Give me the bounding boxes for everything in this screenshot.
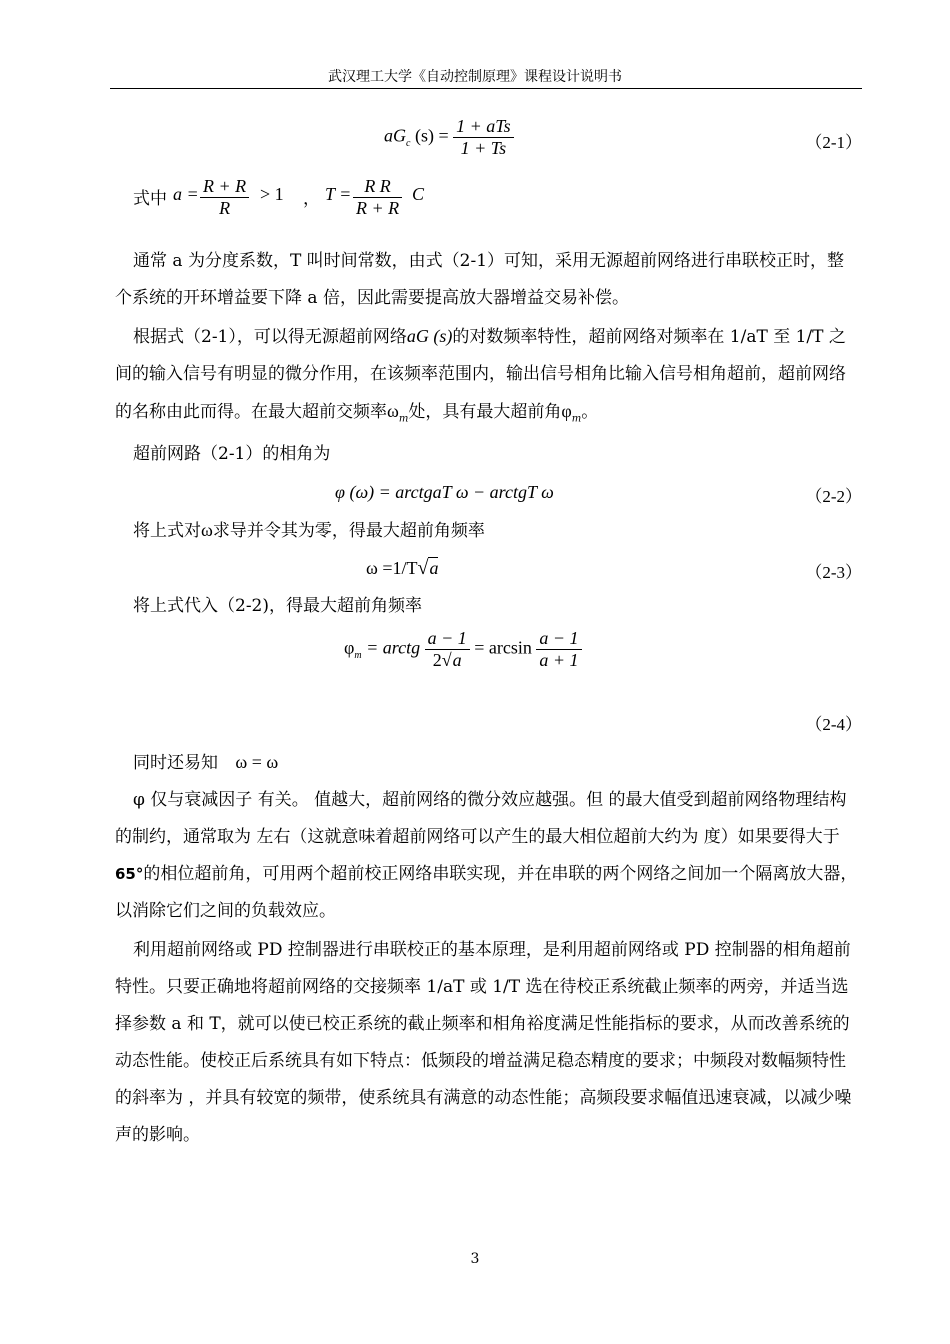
p4-text-a: 将上式对 xyxy=(133,521,201,541)
p2-text-c: 处，具有最大超前角 xyxy=(408,402,562,422)
eq4-denominator-1: 2 xyxy=(432,650,442,670)
p2-text-b: 的对数频率特性，超前网络对频率在 1/aT 至 1/T 之间的输入信号有明显的微分作用，在该频率范围内，输出信号相角比输入信号相角超前，超前网络的名称由此而得。在最大超前交频率 xyxy=(115,327,846,422)
p2-text-a: 根据式（2-1），可以得无源超前网络 xyxy=(133,327,407,347)
page-header: 武汉理工大学《自动控制原理》课程设计说明书 xyxy=(328,69,622,85)
p2-omega: ω xyxy=(387,401,399,421)
paragraph-5: 将上式代入（2-2)，得最大超前角频率 xyxy=(133,596,423,616)
paragraph-8: 利用超前网络或 PD 控制器进行串联校正的基本原理，是利用超前网络或 PD 控制器的相角超前特性。只要正确地将超前网络的交接频率 1/aT 或 1/T 选在待校正系统截止频率的两旁，并适当选择参数 a 和 T，就可以使已校正系统的截止频率和相角裕度满足性能指标的要求，从而改善系统的动态性能。使校正后系统具有如下特点：低频段的增益满足稳态精度的要求；中频段对数幅频特性的斜率为 ，并具有较宽的频带，使系统具有满意的动态性能；高频段要求幅值迅速衰减，以减少噪声的影响。 xyxy=(115,940,852,1145)
eq1-s: (s) = xyxy=(414,125,449,146)
eq3-number: （2-3） xyxy=(805,563,862,582)
def-T-denominator: R + R xyxy=(353,197,402,219)
eq4-phi: φ xyxy=(344,637,355,658)
equation-2-1 xyxy=(384,116,514,159)
header-rule xyxy=(110,88,862,89)
paragraph-3: 超前网路（2-1）的相角为 xyxy=(133,444,331,464)
def-T-fraction xyxy=(353,176,402,219)
p2-phi: φ xyxy=(561,401,572,421)
p2-text-d: 。 xyxy=(581,402,599,422)
paragraph-6 xyxy=(133,748,278,773)
def-a-label: a = xyxy=(173,184,199,204)
equation-2-4: $\varphi_m$ = arctg $\frac{a - 1}{2√a}$ = arcsin $\frac{a - 1}{a + 1}$ xyxy=(344,628,582,671)
eq4-number: （2-4） xyxy=(805,715,862,734)
def-T-numerator: R R xyxy=(364,176,391,196)
eq4-fraction-2 xyxy=(536,628,581,671)
eq4-arcsin: = arcsin xyxy=(474,637,532,658)
paragraph-4 xyxy=(115,512,860,550)
p4-omega: ω xyxy=(201,520,213,540)
paragraph-1: 通常 a 为分度系数，T 叫时间常数，由式（2-1）可知，采用无源超前网络进行串联校正时，整个系统的开环增益要下降 a 倍，因此需要提高放大器增益交易补偿。 xyxy=(115,251,845,308)
eq4-arctg: = arctg xyxy=(366,637,421,658)
eq3-lhs: ω =1/T xyxy=(366,558,418,578)
p7-65-degree: 65° xyxy=(115,865,144,883)
eq2-number: （2-2） xyxy=(805,487,862,506)
eq1-denominator: 1 + Ts xyxy=(453,137,514,159)
p2-math: aG (s) xyxy=(406,326,453,346)
paragraph-2: 根据式（2-1），可以得无源超前网络aG (s)的对数频率特性，超前网络对频率在 1/aT 至 1/T 之间的输入信号有明显的微分作用，在该频率范围内，输出信号相角比输入信号相角超前，超前网络的名称由此而得。在最大超前交频率$\omega_m$处，具有最大超前角$\varphi_m$。 xyxy=(115,326,846,425)
definition-line xyxy=(133,176,753,236)
def-a-numerator: R + R xyxy=(203,176,247,196)
eq3-sqrt-arg: a xyxy=(429,558,439,578)
def-T-rhs: C xyxy=(412,184,425,204)
eq1-sub: c xyxy=(406,138,411,150)
def-a-rhs: > 1 xyxy=(260,184,284,204)
equation-2-3: ω =1/T√a xyxy=(366,557,439,579)
eq4-denominator-2: a + 1 xyxy=(536,649,581,671)
eq1-fraction xyxy=(453,116,514,159)
eq4-numerator-1: a − 1 xyxy=(427,628,467,648)
def-prefix: 式中 xyxy=(133,189,167,209)
p7-text-a: φ 仅与衰减因子 有关。 值越大，超前网络的微分效应越强。但 的最大值受到超前网络物理结构的制约，通常取为 左右（这就意味着超前网络可以产生的最大相位超前大约为 度）如果要得大于 xyxy=(115,790,847,847)
page-number: 3 xyxy=(470,1251,480,1267)
eq1-number: （2-1） xyxy=(805,133,862,152)
eq1-lhs: aG xyxy=(384,125,406,146)
def-a-fraction xyxy=(200,176,249,219)
eq4-fraction-1: $\frac{a - 1}{2√a}$ xyxy=(425,628,470,671)
paragraph-7 xyxy=(115,782,860,930)
p4-text-b: 求导并令其为零，得最大超前角频率 xyxy=(212,521,485,541)
p6-math: ω = ω xyxy=(235,752,279,772)
def-a-denominator: R xyxy=(200,197,249,219)
p6-text: 同时还易知 xyxy=(133,753,218,773)
equation-2-2: φ (ω) = arctgaT ω − arctgT ω xyxy=(335,482,554,502)
def-T-label: T = xyxy=(325,184,352,204)
eq1-numerator: 1 + aTs xyxy=(456,116,511,136)
p7-text-b: 的相位超前角，可用两个超前校正网络串联实现，并在串联的两个网络之间加一个隔离放大器，以消除它们之间的负载效应。 xyxy=(115,864,858,921)
eq4-numerator-2: a − 1 xyxy=(539,628,579,648)
def-separator: ， xyxy=(303,189,320,209)
